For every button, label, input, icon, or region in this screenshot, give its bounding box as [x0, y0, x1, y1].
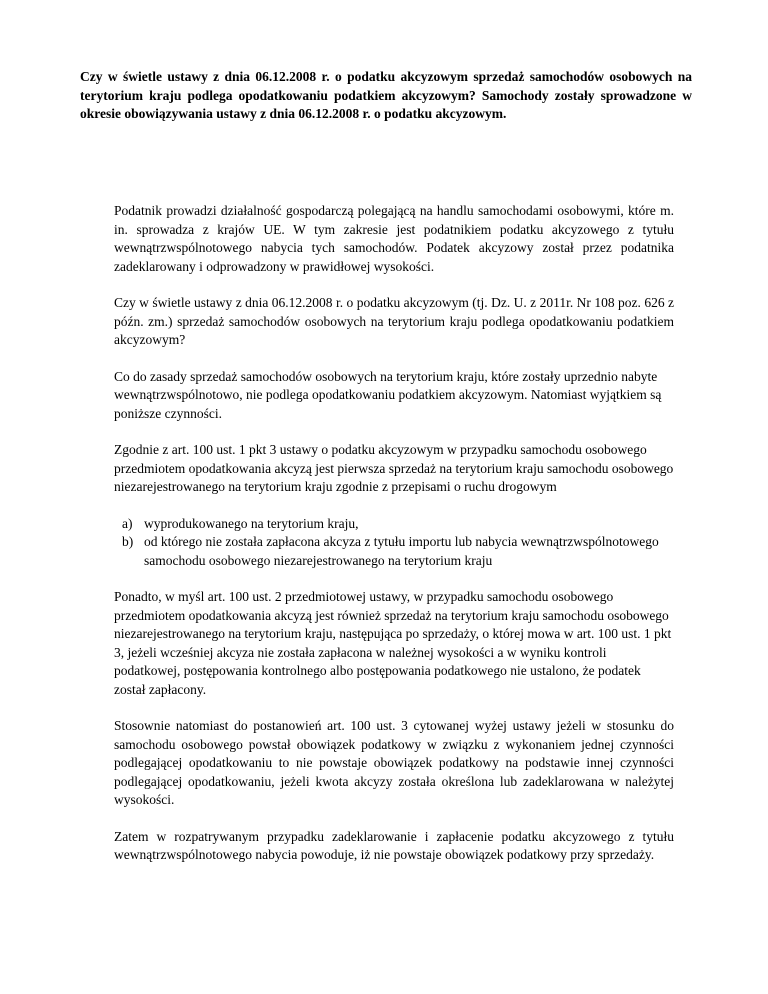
paragraph-question: Czy w świetle ustawy z dnia 06.12.2008 r. o podatku akcyzowym (tj. Dz. U. z 2011r. Nr 108 poz. 626 z późn. zm.) sprzedaż samochodów osobowych na terytorium kraju podlega opodatkowaniu podatkiem akcyzowym?	[114, 295, 674, 347]
paragraph-general-rule: Co do zasady sprzedaż samochodów osobowych na terytorium kraju, które zostały uprzednio nabyte wewnątrzwspólnotowo, nie podlega opodatkowaniu podatkiem akcyzowym. Natomiast wyjątkiem są poniższe czynności.	[114, 368, 662, 421]
list-item-marker: a)	[122, 515, 133, 531]
list-item-text: wyprodukowanego na terytorium kraju,	[144, 515, 359, 531]
paragraph-art-100-ust-3: Stosownie natomiast do postanowień art. 100 ust. 3 cytowanej wyżej ustawy jeżeli w stosunku do samochodu osobowego powstał obowiązek podatkowy w związku z wykonaniem jednej czynności podlegającej opodatkowaniu to nie powstaje obowiązek podatkowy na podstawie innej czynności podlegającej opodatkowaniu, jeżeli kwota akcyzy została określona lub zadeklarowana w należytej wysokości.	[114, 718, 674, 807]
conditions-list	[114, 515, 674, 571]
paragraph-art-100-ust-2: Ponadto, w myśl art. 100 ust. 2 przedmiotowej ustawy, w przypadku samochodu osobowego przedmiotem opodatkowania akcyzą jest również sprzedaż na terytorium kraju samochodu osobowego niezarejestrowanego na terytorium kraju, następująca po sprzedaży, o której mowa w art. 100 ust. 1 pkt 3, jeżeli wcześniej akcyza nie została zapłacona w należnej wysokości a w wyniku kontroli podatkowej, postępowania kontrolnego albo postępowania podatkowego nie ustalono, że podatek został zapłacony.	[114, 589, 672, 697]
paragraph-taxpayer-description: Podatnik prowadzi działalność gospodarczą polegającą na handlu samochodami osobowymi, które m. in. sprowadza z krajów UE. W tym zakresie jest podatnikiem podatku akcyzowego z tytułu wewnątrzwspólnotowego nabycia tych samochodów. Podatek akcyzowy został przez podatnika zadeklarowany i odprowadzony w prawidłowej wysokości.	[114, 203, 674, 274]
list-item	[114, 515, 674, 534]
document-heading: Czy w świetle ustawy z dnia 06.12.2008 r. o podatku akcyzowym sprzedaż samochodów osobowych na terytorium kraju podlega opodatkowaniu podatkiem akcyzowym? Samochody zostały sprowadzone w okresie obowiązywania ustawy z dnia 06.12.2008 r. o podatku akcyzowym.	[80, 69, 692, 121]
list-item	[114, 533, 674, 570]
paragraph-conclusion: Zatem w rozpatrywanym przypadku zadeklarowanie i zapłacenie podatku akcyzowego z tytułu wewnątrzwspólnotowego nabycia powoduje, iż nie powstaje obowiązek podatkowy przy sprzedaży.	[114, 828, 674, 862]
document-body	[114, 202, 674, 883]
list-item-text: od którego nie została zapłacona akcyza z tytułu importu lub nabycia wewnątrzwspólnotowego samochodu osobowego niezarejestrowanego na terytorium kraju	[144, 534, 659, 568]
paragraph-art-100-ust-1: Zgodnie z art. 100 ust. 1 pkt 3 ustawy o podatku akcyzowym w przypadku samochodu osobowego przedmiotem opodatkowania akcyzą jest pierwsza sprzedaż na terytorium kraju samochodu osobowego niezarejestrowanego na terytorium kraju zgodnie z przepisami o ruchu drogowym	[114, 442, 674, 494]
list-item-marker: b)	[122, 534, 134, 549]
